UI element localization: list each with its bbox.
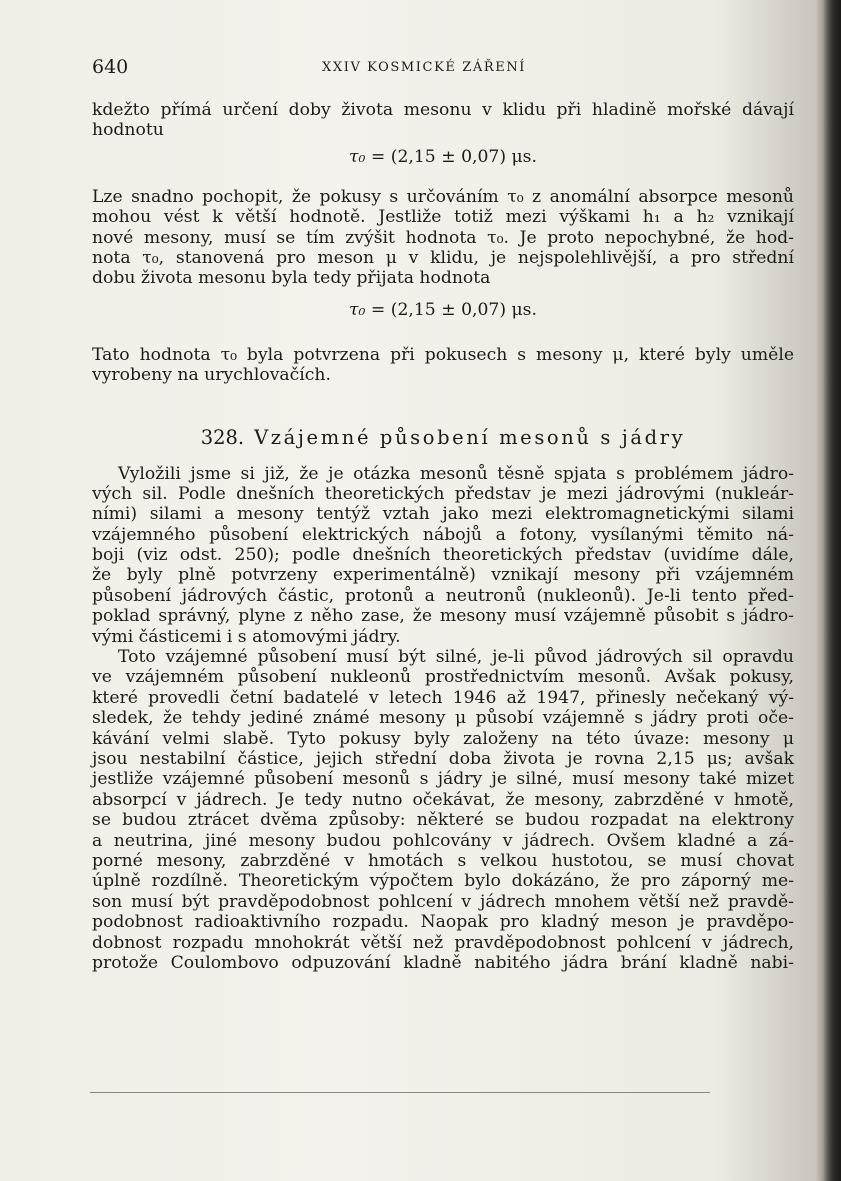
text-line: které provedli četní badatelé v letech 1946 až 1947, přinesly nečekaný vý- — [92, 687, 794, 708]
text-line: vými částicemi i s atomovými jádry. — [92, 626, 401, 647]
text-line: ve vzájemném působení nukleonů prostřednictvím mesonů. Avšak pokusy, — [92, 667, 794, 688]
text-line: boji (viz odst. 250); podle dnešních theoretických představ (uvidíme dále, — [92, 545, 794, 566]
paragraph-1 — [92, 100, 794, 141]
text-line: a neutrina, jiné mesony budou pohlcovány v jádrech. Ovšem kladné a zá- — [92, 830, 794, 851]
text-line: dobu života mesonu byla tedy přijata hodnota — [92, 268, 491, 289]
text-line: úplně rozdílně. Theoretickým výpočtem bylo dokázáno, že pro záporný me- — [92, 871, 794, 892]
section-number: 328. — [200, 425, 245, 449]
equation-1 — [92, 141, 794, 173]
text-line: se budou ztrácet dvěma způsoby: některé se budou rozpadat na elektrony — [92, 810, 794, 831]
paragraph-3 — [92, 345, 794, 386]
text-line: son musí být pravděpodobnost pohlcení v jádrech mnohem větší než pravdě- — [92, 891, 794, 912]
equation-symbol: τ₀ — [349, 299, 366, 320]
text-line: absorpcí v jádrech. Je tedy nutno očekávat, že mesony, zabrzděné v hmotě, — [92, 789, 794, 810]
paragraph-2 — [92, 187, 794, 289]
text-line: jsou nestabilní částice, jejich střední doba života je rovna 2,15 μs; avšak — [92, 748, 794, 769]
equation-value: = (2,15 ± 0,07) μs. — [365, 146, 537, 167]
text-line: vyrobeny na urychlovačích. — [92, 365, 331, 386]
text-line: nové mesony, musí se tím zvýšit hodnota τ₀. Je proto nepochybné, že hod- — [92, 227, 794, 248]
text-line: poklad správný, plyne z něho zase, že mesony musí vzájemně působit s jádro- — [92, 606, 794, 627]
page-edge-shadow — [823, 0, 841, 1181]
page-header — [92, 52, 792, 82]
text-line: hodnotu — [92, 120, 164, 141]
text-line: Lze snadno pochopit, že pokusy s určováním τ₀ z anomální absorpce mesonů — [92, 186, 794, 207]
text-line: porné mesony, zabrzděné v hmotách s velkou hustotou, se musí chovat — [92, 850, 794, 871]
paragraph-5 — [92, 647, 794, 973]
equation-2 — [92, 289, 794, 331]
text-line: sledek, že tehdy jediné známé mesony μ působí vzájemně s jádry proti oče- — [92, 708, 794, 729]
text-line: Tato hodnota τ₀ byla potvrzena při pokusech s mesony μ, které byly uměle — [92, 344, 794, 365]
text-line: vých sil. Podle dnešních theoretických představ je mezi jádrovými (nukleár- — [92, 483, 794, 504]
text-line: mohou vést k větší hodnotě. Jestliže totiž mezi výškami h₁ a h₂ vznikají — [92, 207, 794, 228]
text-line: kdežto přímá určení doby života mesonu v klidu při hladině mořské dávají — [92, 100, 794, 120]
equation-value: = (2,15 ± 0,07) μs. — [365, 299, 537, 320]
equation-symbol: τ₀ — [349, 146, 366, 167]
section-title: Vzájemné působení mesonů s jádry — [254, 425, 686, 449]
pencil-underline — [90, 1092, 710, 1093]
text-line: protože Coulombovo odpuzování kladně nabitého jádra brání kladně nabi- — [92, 952, 794, 973]
text-line: ními) silami a mesony tentýž vztah jako mezi elektromagnetickými silami — [92, 504, 794, 525]
text-line: dobnost rozpadu mnohokrát větší než pravděpodobnost pohlcení v jádrech, — [92, 932, 794, 953]
text-line: nota τ₀, stanovená pro meson μ v klidu, je nejspolehlivější, a pro střední — [92, 247, 794, 268]
text-line: že byly plně potvrzeny experimentálně) vznikají mesony při vzájemném — [92, 565, 794, 586]
text-line: podobnost radioaktivního rozpadu. Naopak pro kladný meson je pravděpo- — [92, 912, 794, 933]
section-heading — [92, 408, 794, 468]
text-line: působení jádrových částic, protonů a neutronů (nukleonů). Je-li tento před- — [92, 585, 794, 606]
text-line: Toto vzájemné působení musí být silné, je-li původ jádrových sil opravdu — [118, 647, 794, 668]
text-line: kávání velmi slabě. Tyto pokusy byly založeny na této úvaze: mesony μ — [92, 728, 794, 749]
running-head: XXIV KOSMICKÉ ZÁŘENÍ — [322, 60, 527, 75]
text-line: jestliže vzájemné působení mesonů s jádry je silné, musí mesony také mizet — [92, 769, 794, 790]
page-number: 640 — [92, 56, 129, 78]
paragraph-4 — [92, 464, 794, 648]
text-line: vzájemného působení elektrických nábojů a fotony, vysílanými těmito ná- — [92, 524, 794, 545]
text-line: Vyložili jsme si již, že je otázka mesonů těsně spjata s problémem jádro- — [118, 463, 794, 484]
body-text — [92, 100, 794, 973]
